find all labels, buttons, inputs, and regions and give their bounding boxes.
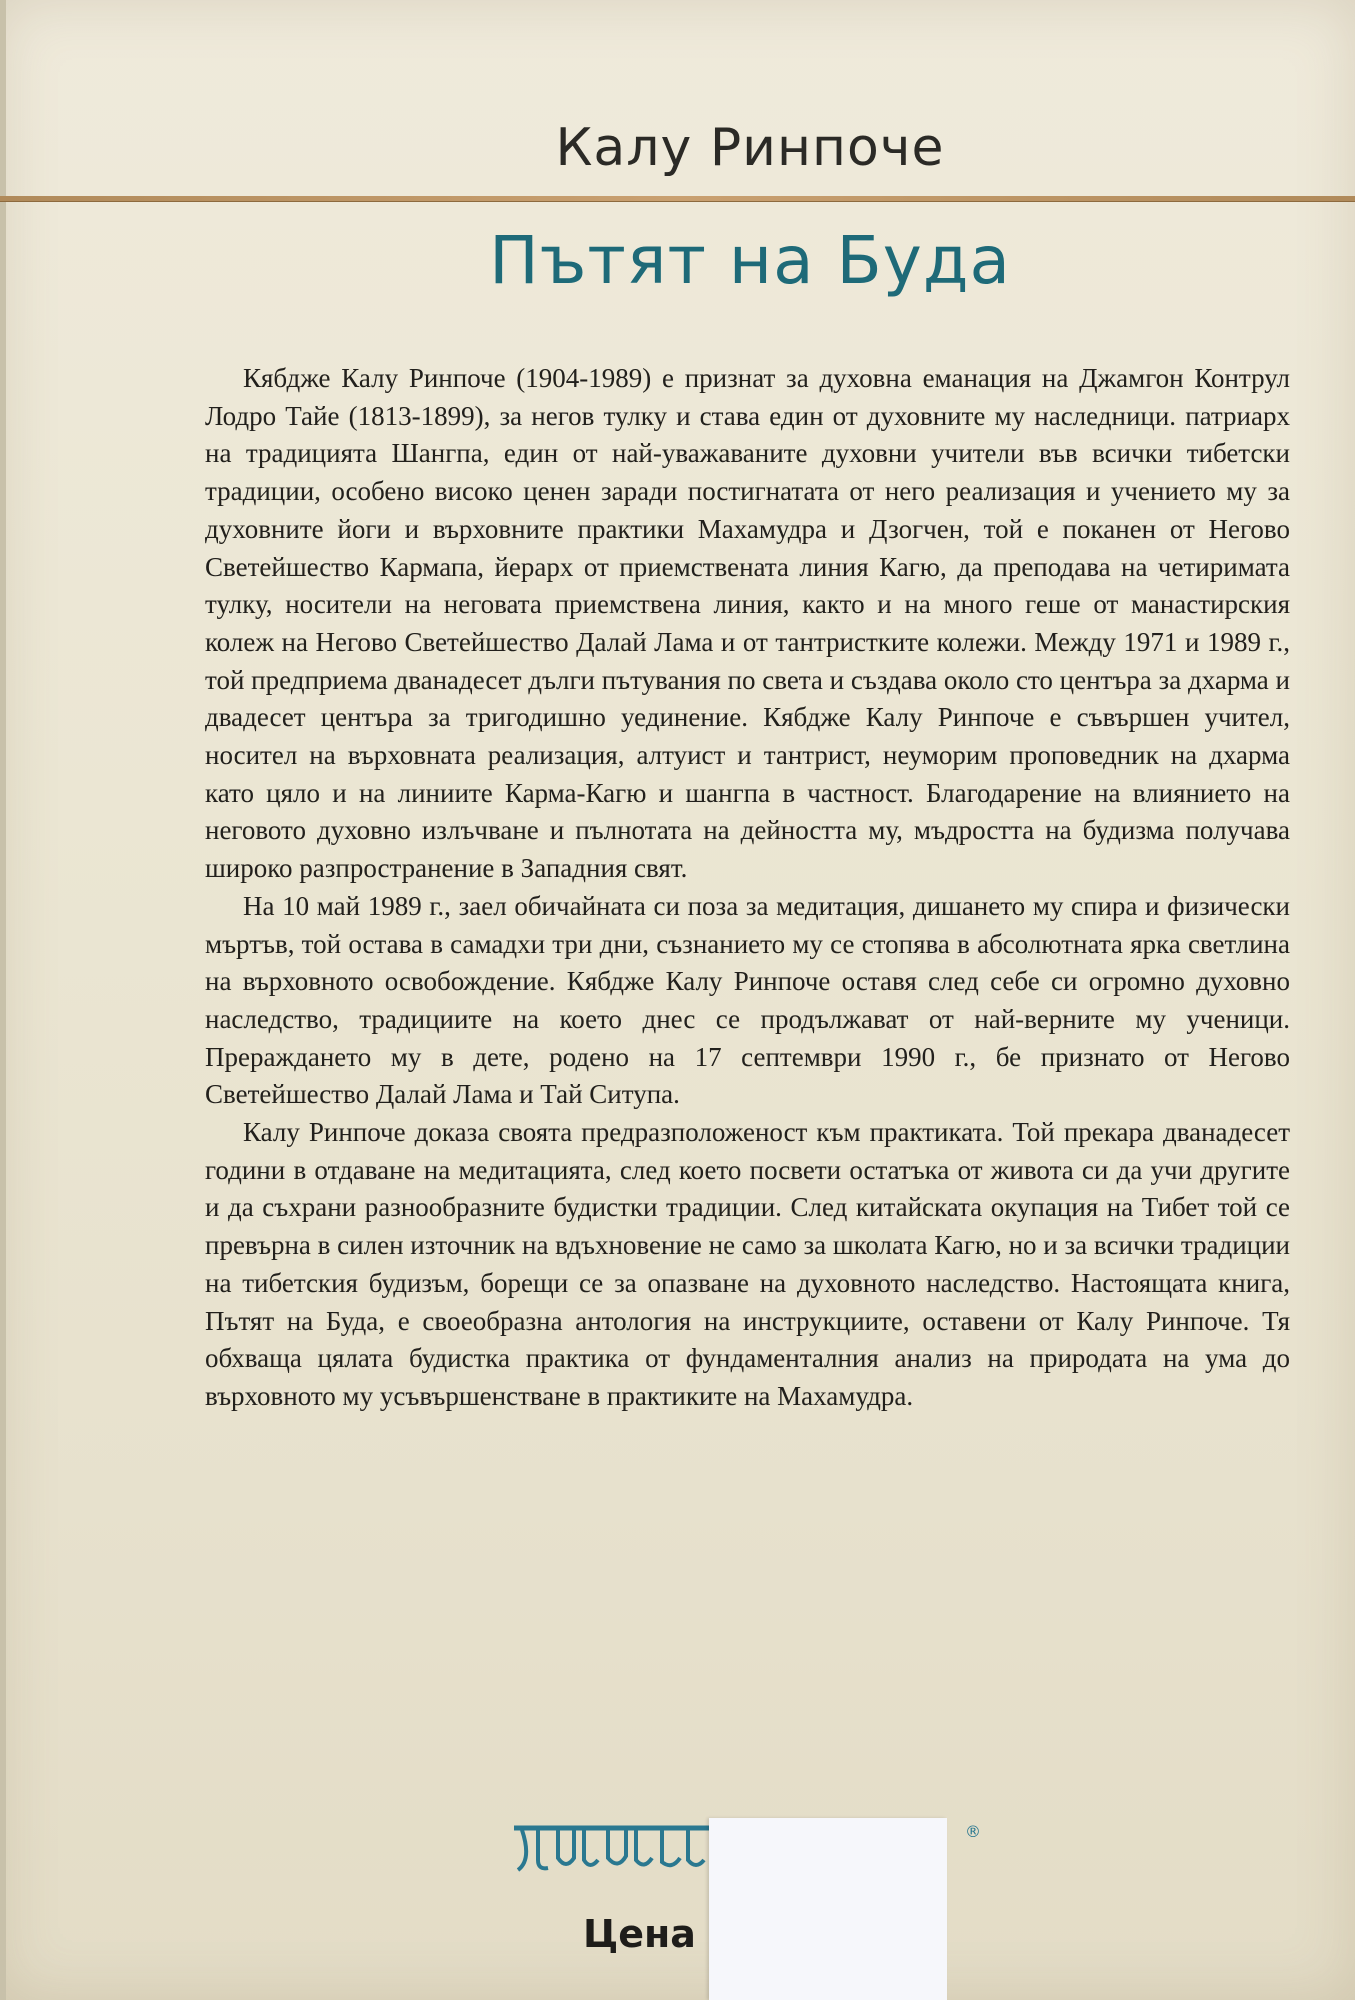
blurb-paragraph-1: Кябдже Калу Ринпоче (1904-1989) е признат за духовна еманация на Джамгон Контрул Лодро Тайе (1813-1899), за негов тулку и става един от духовните му наследници. патриарх на традицията Шангпа, един от най-уважаваните духовни учители във всички тибетски традиции, особено високо ценен заради постигнатата от него реализация и учението му за духовните йоги и върховните практики Махамудра и Дзогчен, той е поканен от Негово Светейшество Кармапа, йерарх от приемствената линия Кагю, да преподава на четиримата тулку, носители на неговата приемствена линия, както и на много геше от манастирския колеж на Негово Светейшество Далай Лама и от тантристките колежи. Между 1971 и 1989 г., той предприема дванадесет дълги пътувания по света и създава около сто центъра за дхарма и двадесет центъра за тригодишно уединение. Кябдже Калу Ринпоче е съвършен учител, носител на върховната реализация, алтуист и тантрист, неуморим проповедник на дхарма като цяло и на линиите Карма-Кагю и шангпа в частност. Благодарение на влиянието на неговото духовно излъчване и пълнотата на дейността му, мъдростта на будизма получава широко разпространение в Западния свят. xyxy=(205,363,1290,884)
author-name: Калу Ринпоче xyxy=(555,118,945,178)
price-sticker xyxy=(709,1818,947,2000)
book-title: Пътят на Буда xyxy=(489,222,1011,299)
blurb-paragraph-3: Калу Ринпоче доказа своята предразположеност към практиката. Той прекара дванадесет години в отдаване на медитацията, след което посвети остатъка от живота си да учи другите и да съхрани разнообразните будистки традиции. След китайската окупация на Тибет той се превърна в силен източник на вдъхновение не само за школата Кагю, но и за всички традиции на тибетския будизъм, борещи се за опазване на духовното наследство. Настоящата книга, Пътят на Буда, е своеобразна антология на инструкциите, оставени от Калу Ринпоче. Тя обхваща цялата будистка практика от фундаменталния анализ на природата на ума до върховното му усъвършенстване в практиките на Махамудра. xyxy=(205,1117,1290,1411)
blurb xyxy=(205,360,1290,1416)
blurb-paragraph-2: На 10 май 1989 г., заел обичайната си поза за медитация, дишането му спира и физически мъртъв, той остава в самадхи три дни, съзнанието му се стопява в абсолютната ярка светлина на върховното освобождение. Кябдже Калу Ринпоче оставя след себе си огромно духовно наследство, традициите на което днес се продължават от най-верните му ученици. Прераждането му в дете, родено на 17 септември 1990 г., бе признато от Негово Светейшество Далай Лама и Тай Ситупа. xyxy=(205,890,1290,1110)
publisher-logo xyxy=(512,1818,712,1878)
registered-mark: ® xyxy=(965,1822,981,1841)
cover-edge xyxy=(0,0,6,2000)
publisher-logo-icon xyxy=(512,1820,712,1876)
divider-line xyxy=(0,196,1355,202)
price-label: Цена xyxy=(583,1912,696,1956)
